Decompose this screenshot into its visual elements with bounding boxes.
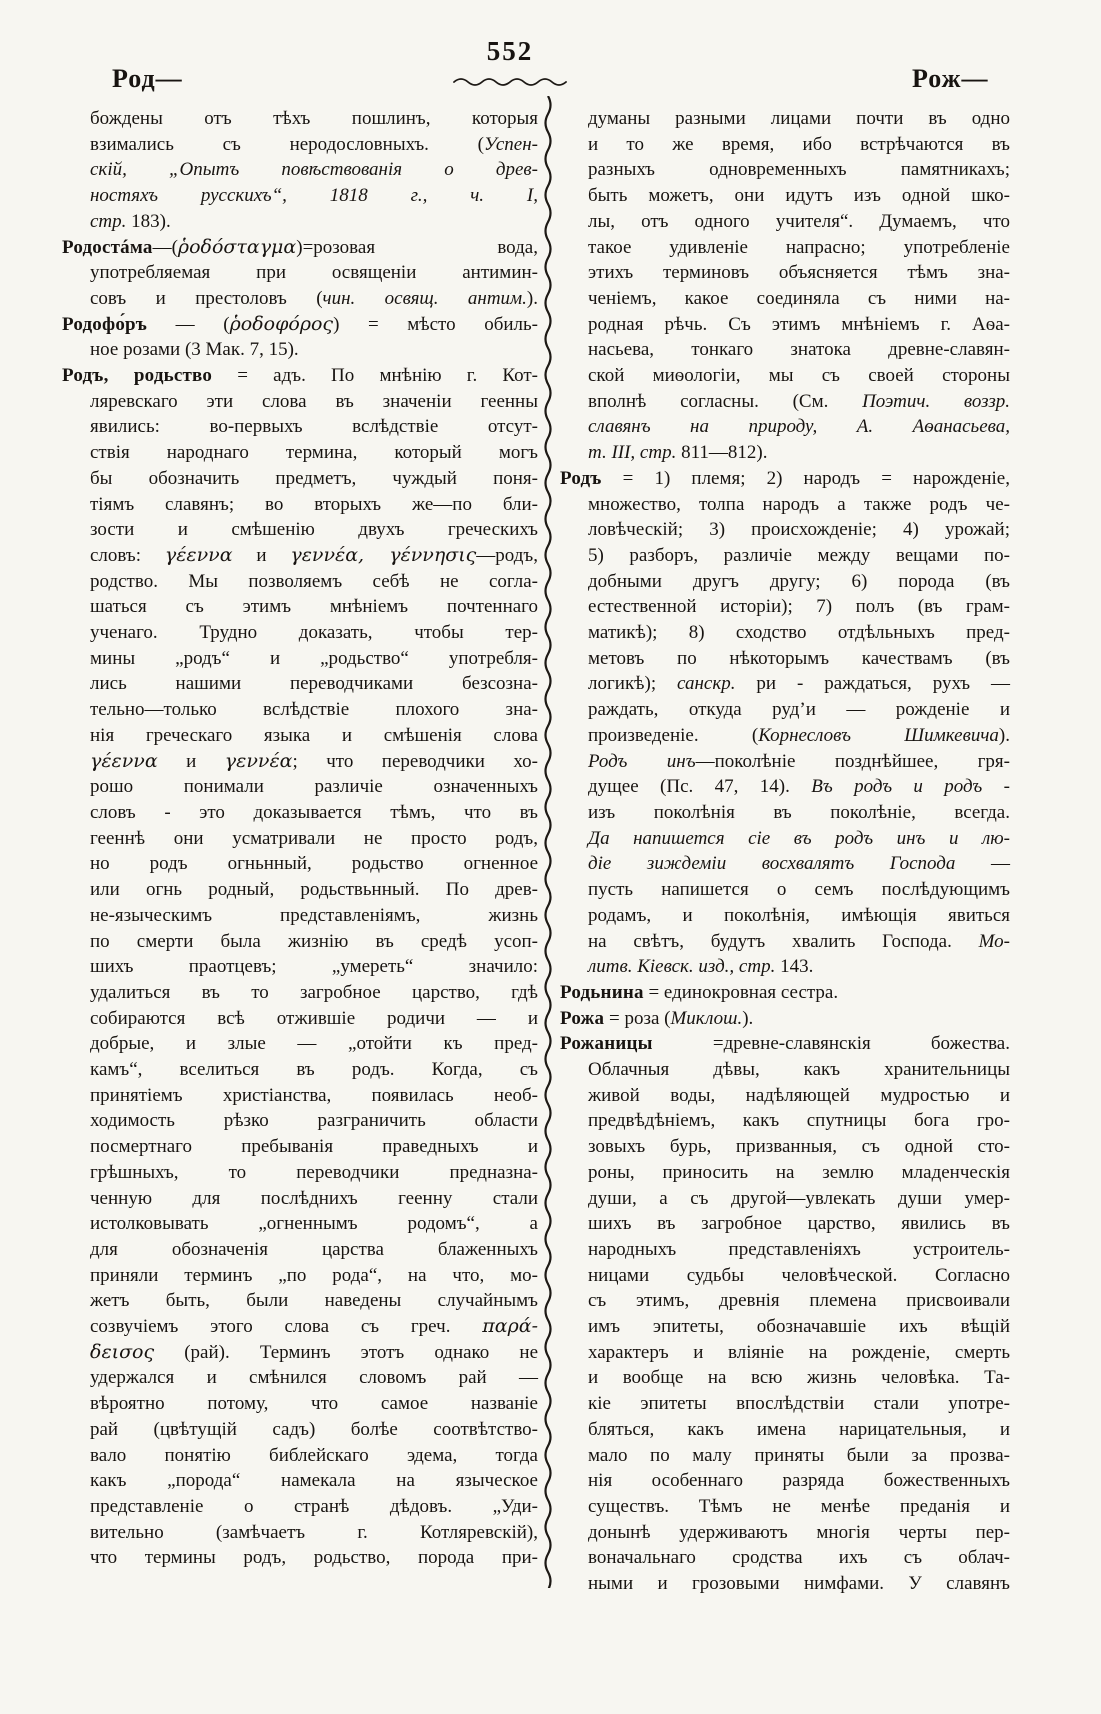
text-run: ченіемъ, какое соединяла съ ними на- bbox=[588, 287, 1010, 309]
text-run: что термины родъ, родьство, порода при- bbox=[90, 1547, 538, 1569]
text-run: )=розовая вода, bbox=[296, 236, 538, 258]
text-run: собираются всѣ отжившіе родичи — и bbox=[90, 1007, 538, 1029]
text-run: шихъ въ загробное царство, явились въ bbox=[588, 1213, 1010, 1235]
text-run: γεννέα, γέννησις bbox=[290, 543, 477, 566]
headword: Родъ, родьство bbox=[62, 365, 213, 387]
text-line bbox=[62, 800, 538, 826]
text-run: метовъ по нѣкоторымъ качествамъ (въ bbox=[588, 647, 1010, 669]
text-line bbox=[560, 1288, 1010, 1314]
text-run: Облачныя дѣвы, какъ хранительницы bbox=[588, 1059, 1010, 1081]
text-run: или огнь родный, родьствьнный. По древ- bbox=[90, 879, 538, 901]
text-run: Корнесловъ Шимкевича bbox=[758, 724, 999, 746]
text-line bbox=[62, 646, 538, 672]
text-line bbox=[560, 235, 1010, 261]
text-line bbox=[62, 1288, 538, 1314]
text-line bbox=[62, 1186, 538, 1212]
text-run: гееннѣ они усматривали не просто родъ, bbox=[90, 827, 538, 849]
text-run: и вообще на всю жизнь человѣка. Та- bbox=[588, 1367, 1010, 1389]
text-run: добными другъ другу; 6) порода (въ bbox=[588, 570, 1010, 592]
text-run: жетъ быть, были наведены случайнымъ bbox=[90, 1290, 538, 1312]
text-run: ное розами (3 Мак. 7, 15). bbox=[90, 339, 299, 361]
text-line bbox=[560, 1520, 1010, 1546]
text-run: народныхъ представленіяхъ устроитель- bbox=[588, 1238, 1010, 1260]
text-run: — ( bbox=[147, 313, 230, 335]
text-line bbox=[560, 1160, 1010, 1186]
text-line bbox=[62, 1006, 538, 1032]
text-line bbox=[62, 1134, 538, 1160]
text-line bbox=[62, 183, 538, 209]
text-run: = 1) племя; 2) народъ = нарожденіе, bbox=[601, 467, 1010, 489]
text-run: не-языческимъ представленіямъ, жизнь bbox=[90, 904, 538, 926]
text-line bbox=[62, 1391, 538, 1417]
text-line bbox=[560, 389, 1010, 415]
headword: Родостáма bbox=[62, 236, 153, 258]
text-run: скій, „Опытъ повѣствованія о древ- bbox=[90, 159, 538, 181]
running-head-right: Рож— bbox=[912, 64, 989, 93]
text-run: санскр. bbox=[677, 673, 736, 695]
text-run: представленіе о странѣ дѣдовъ. „Уди- bbox=[90, 1495, 538, 1517]
text-line bbox=[62, 337, 538, 363]
text-line bbox=[62, 312, 538, 338]
text-line bbox=[560, 1186, 1010, 1212]
text-line bbox=[62, 1365, 538, 1391]
text-line bbox=[62, 235, 538, 261]
text-line bbox=[560, 1083, 1010, 1109]
text-line bbox=[62, 1160, 538, 1186]
text-line bbox=[560, 1134, 1010, 1160]
text-run: вительно (замѣчаетъ г. Котляревскій), bbox=[90, 1521, 538, 1543]
text-run: употребляемая при освященіи антимин- bbox=[90, 262, 538, 284]
text-line bbox=[560, 1571, 1010, 1597]
text-line bbox=[62, 620, 538, 646]
text-line bbox=[62, 1314, 538, 1340]
text-line bbox=[62, 157, 538, 183]
text-line bbox=[560, 517, 1010, 543]
text-line bbox=[560, 1494, 1010, 1520]
text-run: - bbox=[982, 776, 1010, 798]
text-line bbox=[62, 697, 538, 723]
text-run: стр. bbox=[90, 210, 132, 232]
text-line bbox=[560, 492, 1010, 518]
text-run: раждать, откуда руд’и — рожденіе и bbox=[588, 699, 1010, 721]
text-run: и то же время, ибо встрѣчаются въ bbox=[588, 133, 1010, 155]
text-run: словъ: bbox=[90, 544, 165, 566]
text-run: посмертнаго пребыванія праведныхъ и bbox=[90, 1136, 538, 1158]
text-run: —( bbox=[152, 236, 178, 258]
text-run: характеръ и вліяніе на рожденіе, смерть bbox=[588, 1341, 1010, 1363]
text-line bbox=[560, 543, 1010, 569]
entry-rozhanitsy bbox=[560, 1031, 1010, 1596]
text-line bbox=[560, 466, 1010, 492]
text-run: 811—812). bbox=[681, 442, 768, 464]
text-run: шаться съ этимъ мнѣніемъ почтеннаго bbox=[90, 596, 538, 618]
text-line bbox=[62, 363, 538, 389]
text-run: лись нашими переводчиками безсозна- bbox=[90, 673, 538, 695]
text-line bbox=[62, 132, 538, 158]
text-line bbox=[62, 723, 538, 749]
text-run: ловѣческій; 3) происхожденіе; 4) урожай; bbox=[588, 519, 1010, 541]
text-line bbox=[560, 132, 1010, 158]
text-run: вполнѣ согласны. (См. bbox=[588, 390, 863, 412]
text-line bbox=[560, 1006, 1010, 1032]
text-line bbox=[560, 851, 1010, 877]
text-run: пусть напишется о семъ послѣдующимъ bbox=[588, 879, 1010, 901]
text-line bbox=[560, 157, 1010, 183]
entry-rodostama bbox=[62, 235, 538, 312]
text-line bbox=[560, 594, 1010, 620]
text-line bbox=[560, 1468, 1010, 1494]
headword: Родофо́ръ bbox=[62, 313, 148, 335]
text-line bbox=[62, 1211, 538, 1237]
text-run: родная рѣчь. Съ этимъ мнѣніемъ г. Аѳа- bbox=[588, 313, 1010, 335]
text-run: существъ. Тѣмъ не менѣе преданія и bbox=[588, 1495, 1010, 1517]
entry-rozha bbox=[560, 1006, 1010, 1032]
text-run: чин. освящ. антим. bbox=[322, 287, 527, 309]
text-run: нія греческаго языка и смѣшенія слова bbox=[90, 724, 538, 746]
text-line bbox=[560, 414, 1010, 440]
text-line bbox=[560, 1365, 1010, 1391]
text-run: быть можетъ, они идутъ изъ одной шко- bbox=[588, 185, 1010, 207]
text-run: и bbox=[232, 544, 291, 566]
text-line bbox=[62, 1494, 538, 1520]
text-run: вало понятію библейскаго эдема, тогда bbox=[90, 1444, 538, 1466]
text-line bbox=[560, 183, 1010, 209]
text-run: рай (цвѣтущій садъ) болѣе соотвѣтство- bbox=[90, 1418, 538, 1440]
text-run: ῥοδόσταγμα bbox=[177, 235, 297, 258]
text-line bbox=[560, 569, 1010, 595]
text-run: ской миѳологіи, мы съ своей стороны bbox=[588, 365, 1010, 387]
text-line bbox=[560, 363, 1010, 389]
text-run: и bbox=[157, 750, 225, 772]
text-run: взимались съ неродословныхъ. ( bbox=[90, 133, 484, 155]
text-run: нія особеннаго разряда божественныхъ bbox=[588, 1470, 1010, 1492]
text-run: шихъ праотцевъ; „умереть“ значило: bbox=[90, 956, 538, 978]
entry-rod-meanings bbox=[560, 466, 1010, 980]
text-line bbox=[62, 569, 538, 595]
text-run: = роза ( bbox=[604, 1007, 671, 1029]
text-line bbox=[62, 517, 538, 543]
text-run: ницами судьбы человѣческой. Согласно bbox=[588, 1264, 1010, 1286]
text-run: вѣроятно потому, что самое названіе bbox=[90, 1393, 538, 1415]
text-line bbox=[560, 903, 1010, 929]
text-run: принятіемъ христіанства, появилась необ- bbox=[90, 1084, 538, 1106]
text-line bbox=[560, 1263, 1010, 1289]
text-run: изъ поколѣнія въ поколѣніе, всегда. bbox=[588, 801, 1010, 823]
text-run: ученаго. Трудно доказать, чтобы тер- bbox=[90, 622, 538, 644]
text-line bbox=[560, 671, 1010, 697]
text-line bbox=[62, 851, 538, 877]
text-line bbox=[560, 1237, 1010, 1263]
entry-rodofor bbox=[62, 312, 538, 363]
text-line bbox=[560, 723, 1010, 749]
text-run: Въ родъ и родъ bbox=[811, 776, 983, 798]
text-run: ). bbox=[998, 724, 1010, 746]
text-run: кіе эпитеты впослѣдствіи стали употре- bbox=[588, 1393, 1010, 1415]
text-line bbox=[560, 209, 1010, 235]
text-run: истолковывать „огненнымъ родомъ“, а bbox=[90, 1213, 538, 1235]
text-run: бы обозначить предметъ, чуждый поня- bbox=[90, 467, 538, 489]
text-run: для обозначенія царства блаженныхъ bbox=[90, 1238, 538, 1260]
entry-rod-rodstvo bbox=[62, 363, 538, 1571]
text-run: произведеніе. ( bbox=[588, 724, 759, 746]
text-run: живой воды, надѣляющей мудростью и bbox=[588, 1084, 1010, 1106]
text-run: Родъ инъ bbox=[588, 750, 696, 772]
text-line bbox=[62, 440, 538, 466]
page-number-rule bbox=[452, 74, 568, 88]
text-run: множество, толпа народъ а также родъ че- bbox=[588, 493, 1010, 515]
text-run: ; что переводчики хо- bbox=[292, 750, 538, 772]
text-run: зости и смѣшенію двухъ греческихъ bbox=[90, 519, 538, 541]
text-run: Поэтич. воззр. bbox=[862, 390, 1010, 412]
left-column bbox=[62, 106, 538, 1571]
text-line bbox=[62, 671, 538, 697]
text-line bbox=[560, 877, 1010, 903]
text-line bbox=[560, 929, 1010, 955]
text-run: =древне-славянскія божества. bbox=[652, 1033, 1010, 1055]
text-line bbox=[560, 106, 1010, 132]
text-run: ченную для послѣднихъ геенну стали bbox=[90, 1187, 538, 1209]
text-line bbox=[62, 1263, 538, 1289]
text-line bbox=[62, 1031, 538, 1057]
text-run: славянъ на природу, А. Аѳанасьева, bbox=[588, 416, 1010, 438]
text-run: = единокровная сестра. bbox=[643, 981, 839, 1003]
text-run: ). bbox=[526, 287, 538, 309]
text-run: т. III, стр. bbox=[588, 442, 682, 464]
text-line bbox=[62, 492, 538, 518]
text-line bbox=[62, 1545, 538, 1571]
text-run: естественной исторіи); 7) полъ (въ грам- bbox=[588, 596, 1010, 618]
text-run: приняли терминъ „по рода“, на что, мо- bbox=[90, 1264, 538, 1286]
text-line bbox=[560, 1340, 1010, 1366]
text-run: —поколѣніе позднѣйшее, гря- bbox=[695, 750, 1010, 772]
text-run: удержался и смѣнился словомъ рай — bbox=[90, 1367, 538, 1389]
text-line bbox=[560, 646, 1010, 672]
text-run: разныхъ одновременныхъ памятникахъ; bbox=[588, 159, 1010, 181]
text-line bbox=[560, 826, 1010, 852]
text-line bbox=[62, 980, 538, 1006]
text-run: логикѣ); bbox=[588, 673, 678, 695]
right-column bbox=[560, 106, 1010, 1597]
text-run: діе зиждеміи восхвалятъ Господа bbox=[588, 853, 956, 875]
text-run: —родъ, bbox=[476, 544, 538, 566]
text-line bbox=[560, 620, 1010, 646]
text-line bbox=[560, 1211, 1010, 1237]
text-run: мины „родъ“ и „родьство“ употребля- bbox=[90, 647, 538, 669]
text-run: такое удивленіе напрасно; употребленіе bbox=[588, 236, 1010, 258]
text-run: ляревскаго эти слова въ значеніи геенны bbox=[90, 390, 538, 412]
entry-continuation-prev-page bbox=[62, 106, 538, 235]
text-run: удалиться въ то загробное царство, гдѣ bbox=[90, 981, 538, 1003]
headword: Родьнина bbox=[560, 981, 644, 1003]
text-run: созвучіемъ этого слова съ греч. bbox=[90, 1316, 483, 1338]
text-run: матикѣ); 8) сходство отдѣльныхъ пред- bbox=[588, 622, 1010, 644]
entry-continuation-kotlyarevsky-quote bbox=[560, 106, 1010, 466]
text-line bbox=[62, 209, 538, 235]
text-line bbox=[62, 106, 538, 132]
text-line bbox=[560, 1314, 1010, 1340]
text-run: бляться, какъ имена нарицательныя, и bbox=[588, 1418, 1010, 1440]
text-line bbox=[560, 697, 1010, 723]
text-run: родство. Мы позволяемъ себѣ не согла- bbox=[90, 570, 538, 592]
text-run: души, а съ другой—увлекать души умер- bbox=[588, 1187, 1010, 1209]
text-line bbox=[560, 1417, 1010, 1443]
text-run: насьева, тонкаго знатока древне-славян- bbox=[588, 339, 1010, 361]
text-run: Да напишется сіе въ родъ инъ и лю- bbox=[588, 827, 1010, 849]
text-line bbox=[62, 466, 538, 492]
text-line bbox=[62, 414, 538, 440]
text-run: воначальнаго сродства ихъ съ облач- bbox=[588, 1547, 1010, 1569]
text-run: (рай). Терминъ этотъ однако не bbox=[154, 1341, 538, 1363]
text-run: роны, приносить на землю младенческія bbox=[588, 1161, 1010, 1183]
text-run: ностяхъ русскихъ“, 1818 г., ч. I, bbox=[90, 185, 538, 207]
text-line bbox=[560, 286, 1010, 312]
text-line bbox=[62, 1083, 538, 1109]
text-line bbox=[62, 1340, 538, 1366]
text-line bbox=[62, 286, 538, 312]
text-run: словъ - это доказывается тѣмъ, что въ bbox=[90, 801, 538, 823]
text-line bbox=[560, 954, 1010, 980]
column-divider bbox=[542, 96, 554, 1588]
text-run: ). bbox=[742, 1007, 754, 1029]
headword: Рожаницы bbox=[560, 1033, 653, 1055]
text-run: камъ“, вселиться въ родъ. Когда, съ bbox=[90, 1059, 538, 1081]
text-run: ствія народнаго термина, который могъ bbox=[90, 442, 538, 464]
text-line bbox=[62, 1108, 538, 1134]
text-line bbox=[560, 1108, 1010, 1134]
text-run: = адъ. По мнѣнію г. Кот- bbox=[212, 365, 538, 387]
text-run: совъ и престоловъ ( bbox=[90, 287, 323, 309]
text-line bbox=[560, 980, 1010, 1006]
page-number: 552 bbox=[486, 36, 534, 66]
text-run: тельно—только вслѣдствіе плохого зна- bbox=[90, 699, 538, 721]
text-run: по смерти была жизнію въ средѣ усоп- bbox=[90, 930, 538, 952]
text-line bbox=[62, 954, 538, 980]
text-line bbox=[560, 1443, 1010, 1469]
text-run: ри - раждаться, рухъ — bbox=[735, 673, 1010, 695]
text-run: γέεννα bbox=[90, 749, 158, 772]
text-run: лы, отъ одного учителя“. Думаемъ, что bbox=[588, 210, 1010, 232]
text-run: предвѣдѣніемъ, какъ спутницы бога гро- bbox=[588, 1110, 1010, 1132]
text-line bbox=[62, 826, 538, 852]
text-line bbox=[62, 877, 538, 903]
text-run: Мо- bbox=[978, 930, 1010, 952]
text-run: зовыхъ бурь, призванныя, съ одной сто- bbox=[588, 1136, 1010, 1158]
text-run: этихъ терминовъ объясняется тѣмъ зна- bbox=[588, 262, 1010, 284]
text-line bbox=[560, 337, 1010, 363]
text-run: думаны разными лицами почти въ одно bbox=[588, 108, 1010, 129]
text-run: 143. bbox=[780, 956, 814, 978]
running-head-left: Род— bbox=[112, 64, 183, 93]
text-line bbox=[62, 594, 538, 620]
text-run: добрые, и злые — „отойти къ пред- bbox=[90, 1033, 538, 1055]
text-line bbox=[560, 1057, 1010, 1083]
text-run: ходимость рѣзко разграничить области bbox=[90, 1110, 538, 1132]
text-run: Успен- bbox=[483, 133, 538, 155]
text-line bbox=[560, 1031, 1010, 1057]
text-line bbox=[560, 260, 1010, 286]
entry-rodnina bbox=[560, 980, 1010, 1006]
text-run: бождены отъ тѣхъ пошлинъ, которыя bbox=[90, 108, 538, 129]
text-line bbox=[560, 1545, 1010, 1571]
text-run: на свѣтъ, будутъ хвалить Господа. bbox=[588, 930, 979, 952]
text-run: но родъ огньнный, родьство огненное bbox=[90, 853, 538, 875]
text-line bbox=[560, 749, 1010, 775]
text-run: ῥοδοφόρος bbox=[229, 312, 334, 335]
text-run: 183). bbox=[131, 210, 171, 232]
text-run: δεισος bbox=[90, 1340, 155, 1363]
text-line bbox=[62, 543, 538, 569]
text-run: рошо понимали различіе означенныхъ bbox=[90, 776, 538, 798]
text-line bbox=[62, 260, 538, 286]
text-run: литв. Кіевск. изд., стр. bbox=[588, 956, 781, 978]
text-line bbox=[560, 1391, 1010, 1417]
text-run: ) = мѣсто обиль- bbox=[333, 313, 538, 335]
text-line bbox=[560, 312, 1010, 338]
text-run: родамъ, и поколѣнія, имѣющія явиться bbox=[588, 904, 1010, 926]
text-run: — bbox=[955, 853, 1011, 875]
text-run: ными и грозовыми нимфами. У славянъ bbox=[588, 1573, 1010, 1595]
text-run: Миклош. bbox=[670, 1007, 743, 1029]
text-line bbox=[62, 1417, 538, 1443]
text-line bbox=[62, 929, 538, 955]
text-line bbox=[62, 389, 538, 415]
text-line bbox=[62, 903, 538, 929]
text-line bbox=[62, 1057, 538, 1083]
text-run: παρά- bbox=[482, 1315, 538, 1338]
text-line bbox=[560, 800, 1010, 826]
text-line bbox=[62, 1468, 538, 1494]
text-run: γέεννα bbox=[164, 543, 233, 566]
headword: Рожа bbox=[560, 1007, 605, 1029]
text-run: явились: во-первыхъ вслѣдствіе отсут- bbox=[90, 416, 538, 438]
text-run: γεννέα bbox=[224, 749, 293, 772]
text-line bbox=[62, 1443, 538, 1469]
text-run: имъ эпитеты, обозначавшіе ихъ вѣщій bbox=[588, 1316, 1010, 1338]
text-run: тіямъ славянъ; во вторыхъ же—по бли- bbox=[90, 493, 538, 515]
text-line bbox=[62, 774, 538, 800]
text-line bbox=[560, 774, 1010, 800]
text-run: мало по малу приняты были за прозва- bbox=[588, 1444, 1010, 1466]
text-run: какъ „порода“ намекала на языческое bbox=[90, 1470, 538, 1492]
text-run: грѣшныхъ, то переводчики предназна- bbox=[90, 1161, 538, 1183]
text-line bbox=[62, 1520, 538, 1546]
text-run: дущее (Пс. 47, 14). bbox=[588, 776, 812, 798]
text-line bbox=[62, 749, 538, 775]
text-run: 5) разборъ, различіе между вещами по- bbox=[588, 544, 1010, 566]
text-line bbox=[560, 440, 1010, 466]
text-line bbox=[62, 1237, 538, 1263]
text-run: донынѣ удерживаютъ многія черты пер- bbox=[588, 1521, 1010, 1543]
headword: Родъ bbox=[560, 467, 602, 489]
text-run: съ этимъ, древнія племена присвоивали bbox=[588, 1290, 1010, 1312]
